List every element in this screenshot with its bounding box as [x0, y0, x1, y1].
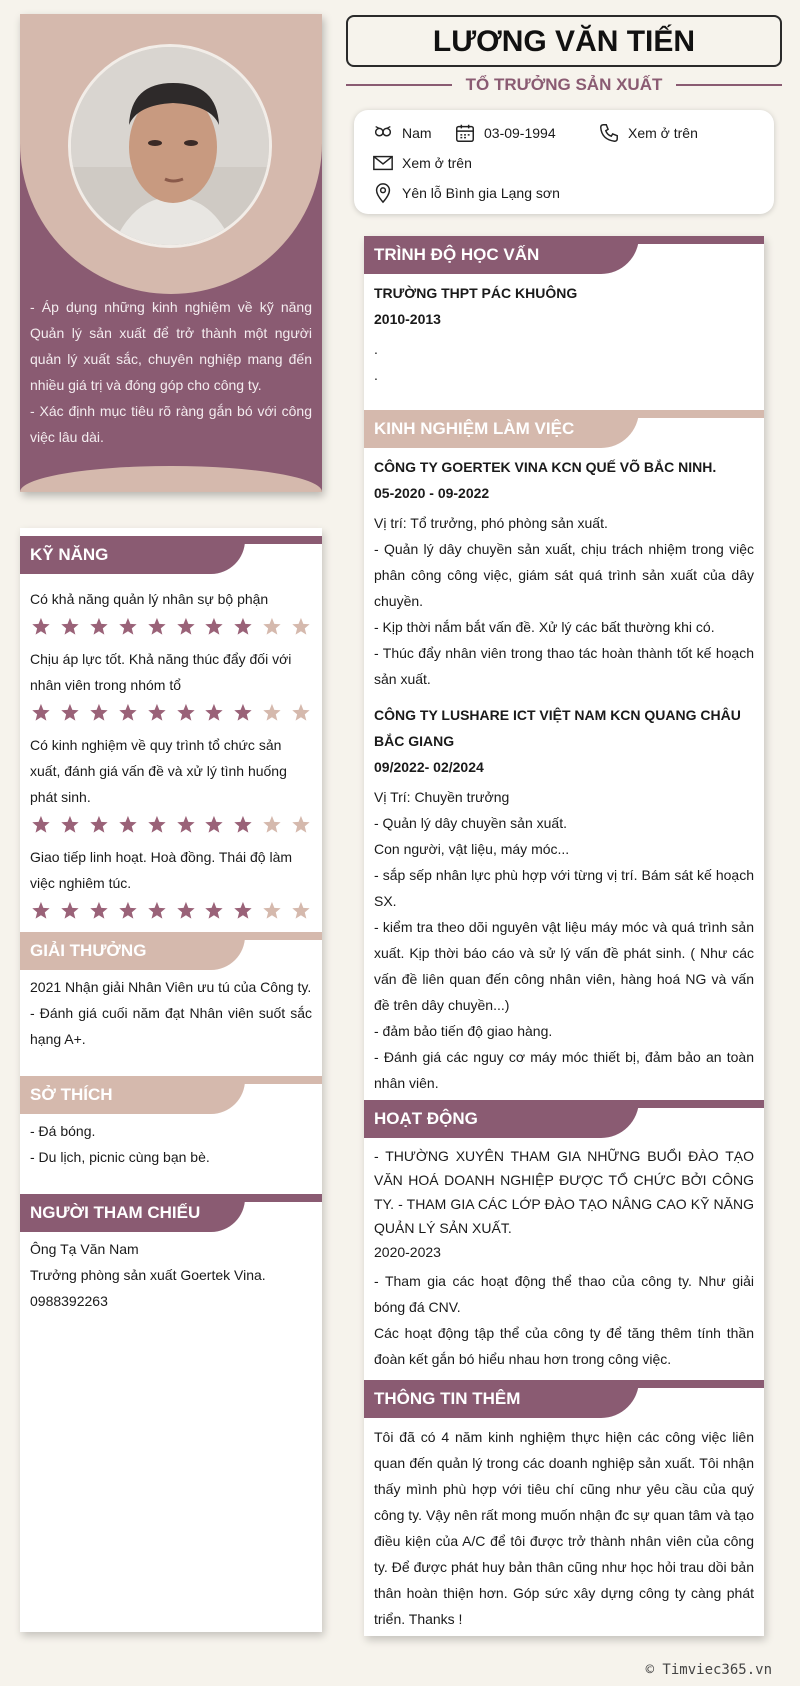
job-detail: - sắp sếp nhân lực phù hợp với từng vị trí. Bám sát kế hoạch SX.: [374, 867, 754, 909]
gender-icon: [372, 122, 394, 144]
star-icon: [290, 900, 312, 922]
job-detail: - Quản lý dây chuyền sản xuất, chịu trách nhiệm trong việc phân công công việc, giám sát quá trình sản xuất của dây chuyền.: [374, 541, 754, 609]
star-icon: [59, 900, 81, 922]
job-period: 05-2020 - 09-2022: [374, 485, 490, 501]
star-icon: [175, 900, 197, 922]
calendar-icon: [454, 122, 476, 144]
star-icon: [203, 900, 225, 922]
contact-birthday: [454, 120, 556, 146]
star-icon: [146, 702, 168, 724]
star-icon: [290, 616, 312, 638]
star-icon: [290, 814, 312, 836]
star-icon: [117, 900, 139, 922]
star-icon: [117, 702, 139, 724]
job-detail: - Kịp thời nắm bắt vấn đề. Xử lý các bất thường khi có.: [374, 619, 715, 635]
star-icon: [88, 900, 110, 922]
job-detail: - đảm bảo tiến độ giao hàng.: [374, 1023, 553, 1039]
hobbies-heading: SỞ THÍCH: [20, 1076, 245, 1114]
award-line: 2021 Nhận giải Nhân Viên ưu tú của Công ty.: [30, 979, 312, 995]
education-header: [364, 236, 764, 274]
star-icon: [203, 814, 225, 836]
award-line: - Đánh giá cuối năm đạt Nhân viên suốt sắc hạng A+.: [30, 1005, 312, 1047]
references-heading: NGƯỜI THAM CHIẾU: [20, 1194, 245, 1232]
experience-heading: KINH NGHIỆM LÀM VIỆC: [364, 410, 639, 448]
star-icon: [30, 900, 52, 922]
references-header: [20, 1194, 322, 1232]
hobbies-list: [20, 1114, 322, 1174]
star-icon: [88, 814, 110, 836]
job-company: CÔNG TY GOERTEK VINA KCN QUẾ VÕ BẮC NINH.: [374, 459, 717, 475]
career-objective: [30, 294, 312, 450]
activity-period: 2020-2023: [374, 1244, 441, 1260]
birthday-value: 03-09-1994: [484, 125, 556, 141]
job-detail: - Thúc đẩy nhân viên trong thao tác hoàn thành tốt kế hoạch sản xuất.: [374, 645, 754, 687]
activities-heading: HOẠT ĐỘNG: [364, 1100, 639, 1138]
star-icon: [30, 616, 52, 638]
star-icon: [261, 814, 283, 836]
profile-panel: [20, 14, 322, 492]
star-icon: [88, 616, 110, 638]
awards-heading: GIẢI THƯỞNG: [20, 932, 245, 970]
phone-value: Xem ở trên: [628, 125, 698, 141]
skills-header: [20, 536, 322, 574]
job-detail: - kiểm tra theo dõi nguyên vật liệu máy móc và quá trình sản xuất. Kịp thời báo cáo và sử lý vấn đề phát sinh. ( Như các vấn đề liên quan đến công nhân viên, hàng hoá NG và vấn đề trên dây chuyền...): [374, 919, 754, 1013]
school-name: TRƯỜNG THPT PÁC KHUÔNG: [374, 285, 578, 301]
job-detail: Vị Trí: Chuyền trưởng: [374, 789, 510, 805]
job-title-row: [346, 72, 782, 98]
additional-header: [364, 1380, 764, 1418]
activity-line: Các hoạt động tập thể của công ty để tăng thêm tính thần đoàn kết gắn bó hiểu nhau hơn trong công việc.: [374, 1325, 754, 1367]
contact-email: [372, 150, 472, 176]
candidate-name: LƯƠNG VĂN TIẾN: [346, 15, 782, 67]
star-icon: [117, 814, 139, 836]
skill-rating: [30, 900, 312, 922]
experience-body: [364, 448, 764, 1100]
contact-card: [354, 110, 774, 214]
location-icon: [372, 182, 394, 204]
star-icon: [261, 900, 283, 922]
contact-phone: [598, 120, 698, 146]
awards-list: [20, 970, 322, 1056]
job-company: CÔNG TY LUSHARE ICT VIỆT NAM KCN QUANG CHÂU BẮC GIANG: [374, 707, 741, 749]
sidebar: [20, 528, 322, 1632]
star-icon: [30, 814, 52, 836]
star-icon: [59, 814, 81, 836]
education-note: .: [374, 341, 378, 357]
star-icon: [232, 814, 254, 836]
star-icon: [146, 814, 168, 836]
phone-icon: [598, 122, 620, 144]
hobby-line: - Đá bóng.: [30, 1123, 96, 1139]
star-icon: [59, 616, 81, 638]
email-value: Xem ở trên: [402, 155, 472, 171]
star-icon: [59, 702, 81, 724]
activity-line: - THƯỜNG XUYÊN THAM GIA NHỮNG BUỔI ĐÀO TẠO VĂN HOÁ DOANH NGHIỆP ĐƯỢC TỔ CHỨC BỞI CÔNG TY. - THAM GIA CÁC LỚP ĐÀO TẠO NÂNG CAO KỸ NĂNG QUẢN LÝ SẢN XUẤT.: [374, 1148, 754, 1236]
objective-line: - Xác định mục tiêu rõ ràng gắn bó với công việc lâu dài.: [30, 403, 312, 445]
skill-name: Có kinh nghiệm về quy trình tổ chức sản xuất, đánh giá vấn đề và xử lý tình huống phát sinh.: [30, 737, 287, 805]
education-body: [364, 274, 764, 410]
skill-rating: [30, 616, 312, 638]
address-value: Yên lỗ Bình gia Lạng sơn: [402, 185, 560, 201]
star-icon: [203, 702, 225, 724]
education-heading: TRÌNH ĐỘ HỌC VẤN: [364, 236, 639, 274]
star-icon: [203, 616, 225, 638]
job-detail: - Đánh giá các nguy cơ máy móc thiết bị, đảm bảo an toàn nhân viên.: [374, 1049, 754, 1091]
contact-gender: [372, 120, 432, 146]
footer-credit: © Timviec365.vn: [645, 1662, 772, 1678]
main-content: [364, 236, 764, 1636]
awards-header: [20, 932, 322, 970]
job-detail: Con người, vật liệu, máy móc...: [374, 841, 570, 857]
star-icon: [232, 900, 254, 922]
star-icon: [232, 616, 254, 638]
reference-phone: 0988392263: [30, 1293, 108, 1309]
activities-body: [364, 1138, 764, 1378]
education-note: .: [374, 367, 378, 383]
activity-line: - Tham gia các hoạt động thể thao của công ty. Như giải bóng đá CNV.: [374, 1273, 754, 1315]
star-icon: [290, 702, 312, 724]
education-period: 2010-2013: [374, 311, 441, 327]
job-detail: Vị trí: Tổ trưởng, phó phòng sản xuất.: [374, 515, 608, 531]
skills-heading: KỸ NĂNG: [20, 536, 245, 574]
star-icon: [175, 616, 197, 638]
skill-name: Giao tiếp linh hoạt. Hoà đồng. Thái độ làm việc nghiêm túc.: [30, 849, 293, 891]
job-detail: - Quản lý dây chuyền sản xuất.: [374, 815, 567, 831]
gender-value: Nam: [402, 125, 432, 141]
skills-list: [20, 574, 322, 930]
star-icon: [175, 702, 197, 724]
reference-name: Ông Tạ Văn Nam: [30, 1241, 139, 1257]
star-icon: [117, 616, 139, 638]
references-list: [20, 1232, 322, 1318]
additional-heading: THÔNG TIN THÊM: [364, 1380, 639, 1418]
star-icon: [146, 616, 168, 638]
email-icon: [372, 152, 394, 174]
reference-position: Trưởng phòng sản xuất Goertek Vina.: [30, 1267, 266, 1283]
experience-header: [364, 410, 764, 448]
hobbies-header: [20, 1076, 322, 1114]
star-icon: [261, 616, 283, 638]
skill-name: Có khả năng quản lý nhân sự bộ phận: [30, 591, 269, 607]
job-title: TỔ TRƯỞNG SẢN XUẤT: [452, 75, 677, 94]
avatar: [68, 44, 272, 248]
star-icon: [88, 702, 110, 724]
skill-rating: [30, 814, 312, 836]
objective-line: - Áp dụng những kinh nghiệm về kỹ năng Quản lý sản xuất để trở thành một người quản lý xuất sắc, chuyên nghiệp mang đến nhiều giá trị và đóng góp cho công ty.: [30, 299, 312, 393]
star-icon: [146, 900, 168, 922]
additional-body: Tôi đã có 4 năm kinh nghiệm thực hiện các công việc liên quan đến quản lý trong các doanh nghiệp sản xuất. Tôi nhận thấy mình phù hợp với tiêu chí cũng như yêu cầu của quý công ty. Vậy nên rất mong muốn nhận đc sự quan tâm và tạo điều kiện của A/C để tôi được trở thành nhân viên của công ty. Để được phát huy bản thân cũng như học hỏi trau dồi bản thân hoàn thiện hơn. Góp sức xây dựng công ty càng phát triển. Thanks !: [374, 1429, 754, 1627]
star-icon: [30, 702, 52, 724]
skill-rating: [30, 702, 312, 724]
contact-address: [372, 180, 560, 206]
skill-name: Chịu áp lực tốt. Khả năng thúc đẩy đối với nhân viên trong nhóm tổ: [30, 651, 292, 693]
hobby-line: - Du lịch, picnic cùng bạn bè.: [30, 1149, 210, 1165]
star-icon: [261, 702, 283, 724]
job-period: 09/2022- 02/2024: [374, 759, 484, 775]
activities-header: [364, 1100, 764, 1138]
star-icon: [175, 814, 197, 836]
star-icon: [232, 702, 254, 724]
